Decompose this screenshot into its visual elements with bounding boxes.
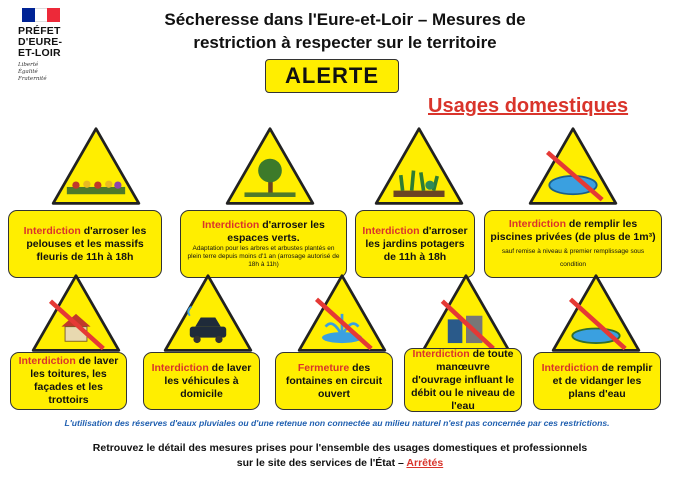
prefet-label: PRÉFET D'EURE- ET-LOIR (18, 25, 63, 59)
marianne-flag-icon (22, 8, 60, 22)
prefecture-logo (18, 8, 108, 83)
section-title: Usages domestiques (428, 95, 629, 117)
measure-box-ponds: Interdiction de remplir et de vidanger les plans d'eau (533, 352, 661, 410)
pond-icon (550, 272, 642, 354)
measure-box-vegetable-gardens: Interdiction d'arroser les jardins potagers de 11h à 18h (355, 210, 475, 278)
vegetable-garden-icon (373, 125, 465, 207)
dam-icon (420, 272, 512, 354)
page-title: Sécheresse dans l'Eure-et-Loir – Mesures de restriction à respecter sur le territoire (164, 10, 526, 52)
arretes-link[interactable]: Arrêtés (406, 457, 444, 469)
measure-box-vehicles: Interdiction de laver les véhicules à domicile (143, 352, 260, 410)
measure-box-lawns: Interdiction d'arroser les pelouses et les massifs fleuris de 11h à 18h (8, 210, 162, 278)
measure-box-green-spaces: Interdiction d'arroser les espaces verts. Adaptation pour les arbres et arbustes plantés en plein terre depuis moins d'1 an (arrosage autorisé de 18h à 11h) (180, 210, 347, 278)
measure-box-fountains: Fermeture des fontaines en circuit ouvert (275, 352, 393, 410)
measure-box-roofs: Interdiction de laver les toitures, les façades et les trottoirs (10, 352, 127, 410)
rainwater-note: L'utilisation des réserves d'eaux pluviales ou d'une retenue non connectée au milieu naturel n'est pas concernée par ces restrictions. (64, 418, 610, 428)
pool-icon (527, 125, 619, 207)
house-washing-icon (30, 272, 122, 354)
fountain-icon (296, 272, 388, 354)
lawn-icon (50, 125, 142, 207)
measure-box-waterworks: Interdiction de toute manœuvre d'ouvrage influant le débit ou le niveau de l'eau (404, 348, 522, 412)
car-washing-icon (162, 272, 254, 354)
footer-text: Retrouvez le détail des mesures prises pour l'ensemble des usages domestiques et professionnels sur le site des services de l'État – Arrêtés (92, 442, 588, 469)
green-space-icon (224, 125, 316, 207)
republic-motto: Liberté Égalité Fraternité (18, 62, 47, 82)
measure-box-pools: Interdiction de remplir les piscines privées (de plus de 1m³) sauf remise à niveau & premier remplissage sous condition (484, 210, 662, 278)
alert-level-badge: ALERTE (265, 59, 399, 93)
